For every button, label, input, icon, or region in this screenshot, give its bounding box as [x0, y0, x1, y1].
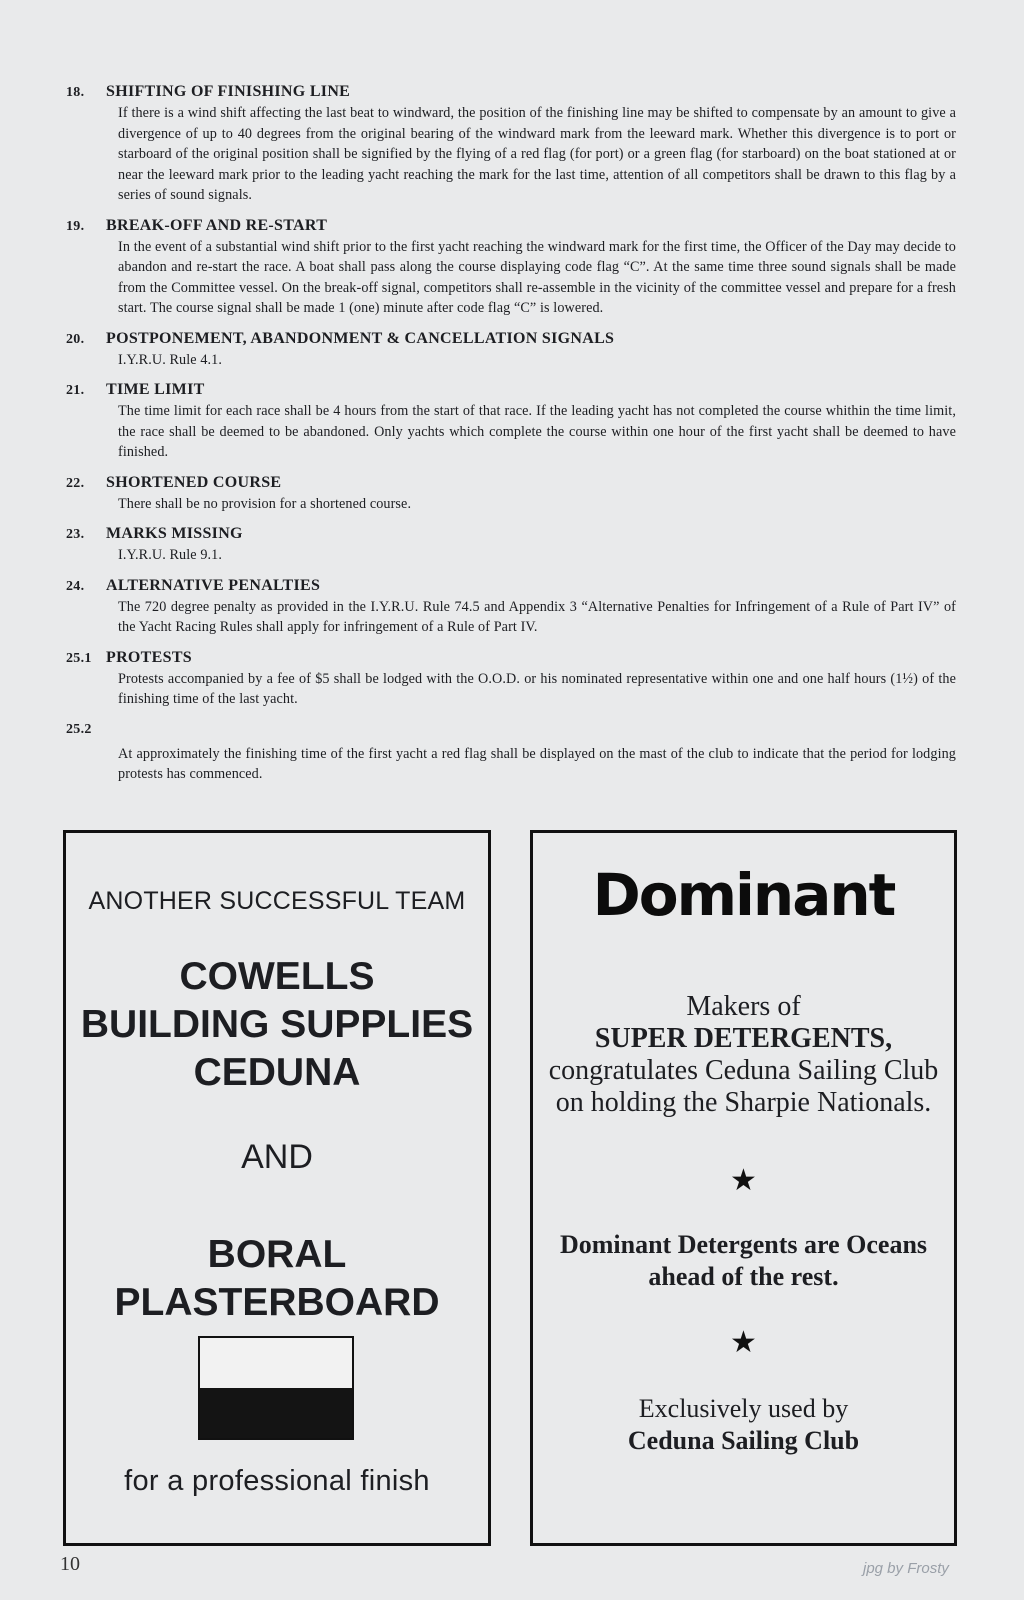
- rule-item: [66, 216, 956, 319]
- rule-number: 19.: [66, 218, 85, 234]
- rule-item: [66, 648, 956, 710]
- dominant-advertisement: [530, 830, 957, 1546]
- rule-heading: [66, 380, 956, 401]
- rule-item: [66, 524, 956, 566]
- rule-text: Protests accompanied by a fee of $5 shall be lodged with the O.O.D. or his nominated representative within one and one half hours (1½) of the finishing time of the last yacht.: [118, 670, 956, 707]
- company-line: BUILDING SUPPLIES: [80, 1003, 474, 1046]
- star-icon: ★: [730, 1326, 757, 1359]
- star-icon: ★: [730, 1164, 757, 1197]
- sailing-instructions: [66, 82, 956, 795]
- rule-number: 23.: [66, 527, 85, 542]
- company-line: COWELLS: [179, 955, 375, 998]
- exclusive-block: [533, 1393, 954, 1457]
- rule-number: 18.: [66, 85, 85, 100]
- ad-tagline: ANOTHER SUCCESSFUL TEAM: [88, 887, 466, 915]
- logo-black-band: [200, 1388, 352, 1438]
- rule-item: [66, 576, 956, 638]
- partner-line: BORAL: [207, 1233, 347, 1276]
- rule-title: POSTPONEMENT, ABANDONMENT & CANCELLATION SIGNALS: [106, 329, 615, 347]
- rule-item: [66, 82, 956, 206]
- rule-title: SHORTENED COURSE: [106, 473, 282, 491]
- rule-title: PROTESTS: [106, 648, 192, 666]
- page-number: 10: [60, 1553, 80, 1575]
- ad-and: AND: [241, 1138, 313, 1176]
- rule-number: 25.2: [66, 721, 92, 737]
- congrats-line: on holding the Sharpie Nationals.: [555, 1087, 932, 1118]
- claim-line: ahead of the rest.: [648, 1262, 839, 1291]
- rule-heading: [66, 576, 956, 597]
- rule-title: TIME LIMIT: [106, 381, 205, 398]
- rule-text: There shall be no provision for a shortened course.: [118, 495, 412, 512]
- rule-title: SHIFTING OF FINISHING LINE: [106, 83, 351, 100]
- congrats-line: congratulates Ceduna Sailing Club: [548, 1055, 939, 1086]
- partner-line: PLASTERBOARD: [114, 1281, 440, 1324]
- rule-heading: [66, 82, 956, 103]
- rule-heading: [66, 720, 956, 740]
- makers-line: Makers of: [686, 991, 801, 1022]
- rule-text: The time limit for each race shall be 4 hours from the start of that race. If the leading yacht has not completed the course whithin the time limit, the race shall be deemed to be abandoned. Only yachts which complete the course within one hour of the first yacht shall be deemed to have finished.: [118, 403, 956, 460]
- rule-item: [66, 473, 956, 515]
- rule-title: MARKS MISSING: [106, 525, 243, 542]
- claim-line: Dominant Detergents are Oceans: [559, 1230, 928, 1259]
- rule-text: The 720 degree penalty as provided in the I.Y.R.U. Rule 74.5 and Appendix 3 “Alternative Penalties for Infringement of a Rule of Part IV” of the Yacht Racing Rules shall apply for infringement of a Rule of Part IV.: [118, 598, 956, 635]
- rule-number: 24.: [66, 578, 85, 594]
- rule-item: [66, 329, 956, 371]
- rule-text: I.Y.R.U. Rule 4.1.: [118, 351, 223, 368]
- boral-logo: [198, 1336, 354, 1440]
- rule-heading: [66, 648, 956, 669]
- rule-number: 22.: [66, 475, 85, 491]
- rule-heading: [66, 473, 956, 494]
- rule-text: I.Y.R.U. Rule 9.1.: [118, 547, 223, 563]
- scan-credit: jpg by Frosty: [863, 1560, 949, 1577]
- rule-heading: [66, 216, 956, 237]
- rule-text: At approximately the finishing time of the first yacht a red flag shall be displayed on the mast of the club to indicate that the period for lodging protests has commenced.: [118, 745, 956, 782]
- rule-item: [66, 720, 956, 785]
- rule-heading: [66, 524, 956, 545]
- company-line: CEDUNA: [193, 1051, 361, 1094]
- dominant-logo: Dominant: [592, 861, 895, 929]
- partner-name: [66, 1231, 488, 1327]
- rule-heading: [66, 329, 956, 350]
- company-name: [66, 953, 488, 1097]
- rule-text: If there is a wind shift affecting the last beat to windward, the position of the finishing line may be shifted to compensate by an amount to give a divergence of up to 40 degrees from the original bearing of the windward mark from the leeward mark. Whether this divergence is to port or starboard of the original position shall be signified by the flying of a red flag (for port) or a green flag (for starboard) on the boat stationed at or near the leeward mark prior to the leading yacht reaching the mark for the last time, attention of all competitors shall be drawn to this flag by a series of sound signals.: [118, 105, 956, 203]
- rule-item: [66, 380, 956, 463]
- rule-title: ALTERNATIVE PENALTIES: [106, 576, 321, 594]
- rule-title: BREAK-OFF AND RE-START: [106, 216, 328, 234]
- rule-number: 21.: [66, 383, 85, 398]
- ad-slogan: for a professional finish: [124, 1465, 430, 1497]
- product-line: SUPER DETERGENTS,: [594, 1023, 893, 1054]
- cowells-boral-advertisement: [63, 830, 491, 1546]
- exclusive-line: Exclusively used by: [638, 1394, 849, 1423]
- claim-block: [533, 1229, 954, 1293]
- rule-text: In the event of a substantial wind shift prior to the first yacht reaching the windward mark for the first time, the Officer of the Day may decide to abandon and re-start the race. A boat shall pass along the course displaying code flag “C”. At the same time three sound signals shall be made from the Committee vessel. On the break-off signal, competitors shall re-assemble in the vicinity of the committee vessel and prepare for a fresh start. The course signal shall be made 1 (one) minute after code flag “C” is lowered.: [118, 238, 956, 316]
- makers-block: [533, 991, 954, 1119]
- logo-white-band: [200, 1338, 352, 1388]
- rule-number: 25.1: [66, 650, 92, 666]
- rule-number: 20.: [66, 331, 85, 347]
- club-name: Ceduna Sailing Club: [627, 1426, 860, 1455]
